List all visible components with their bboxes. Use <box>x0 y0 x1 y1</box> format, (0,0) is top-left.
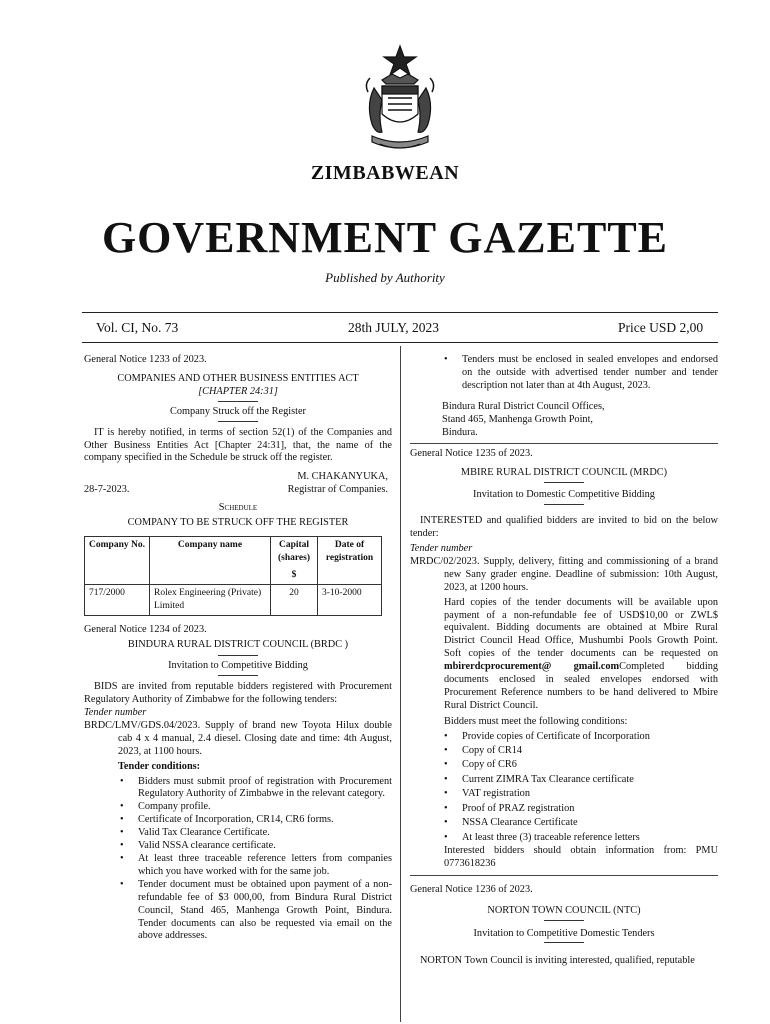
tender-number-label: Tender number <box>84 707 147 719</box>
tender-number-label: Tender number <box>410 542 473 554</box>
header-bottom-rule <box>82 342 718 343</box>
table-cell: 20 <box>271 584 318 615</box>
divider <box>218 675 258 676</box>
tender-conditions-list <box>84 776 392 944</box>
volume-number: Vol. CI, No. 73 <box>96 320 179 335</box>
schedule-title: COMPANY TO BE STRUCK OFF THE REGISTER <box>127 517 349 529</box>
notice-1233-number: General Notice 1233 of 2023. <box>84 354 207 365</box>
notice-1233-date: 28-7-2023. <box>84 484 130 496</box>
table-cell: 717/2000 <box>85 584 150 615</box>
notice-1235-number: General Notice 1235 of 2023. <box>410 448 533 460</box>
list-item: • At least three traceable reference letters from companies which you have worked with for the same job. <box>116 853 392 879</box>
divider <box>544 504 584 505</box>
divider <box>544 942 584 943</box>
table-header: Company No. <box>85 536 150 584</box>
table-cell: Rolex Engineering (Private) Limited <box>150 584 271 615</box>
list-item: • Valid NSSA clearance certificate. <box>116 840 392 853</box>
address-line: Stand 465, Manhenga Growth Point, <box>442 413 594 425</box>
notice-1234-council: BINDURA RURAL DISTRICT COUNCIL (BRDC ) <box>127 639 349 651</box>
issue-date: 28th JULY, 2023 <box>348 320 440 335</box>
list-item: • Proof of PRAZ registration <box>440 802 718 816</box>
notice-1234-tender: BRDC/LMV/GDS.04/2023. Supply of brand new Toyota Hilux double cab 4 x 4 manual, 2.4 diesel. Closing date and time: 4th August, 2023, at 1100 hours. <box>84 719 392 757</box>
notice-separator <box>410 875 718 876</box>
notice-1234-number: General Notice 1234 of 2023. <box>84 623 207 635</box>
address-line: Bindura Rural District Council Offices, <box>442 400 605 412</box>
table-header-row <box>85 536 382 584</box>
notice-1233-act: COMPANIES AND OTHER BUSINESS ENTITIES ACT <box>117 372 359 384</box>
mbire-conditions-heading: Bidders must meet the following conditions: <box>444 715 628 727</box>
notice-1233-body: IT is hereby notified, in terms of section 52(1) of the Companies and Other Business Entities Act [Chapter 24:31], that, the name of the company specified in the Schedule be struck off the register. <box>84 426 392 464</box>
mbire-conditions-list <box>410 730 718 845</box>
notice-1234-invitation: Invitation to Competitive Bidding <box>168 660 308 672</box>
divider <box>218 421 258 422</box>
list-item: • Tender document must be obtained upon payment of a non-refundable fee of $3 000,00, from Bindura Rural District Council, Stand 465, Manhenga Growth Point, Bindura. Tender documents can also be requested via email on the above addresses. <box>116 879 392 944</box>
list-item: • Bidders must submit proof of registration with Procurement Regulatory Authority of Zimbabwe in the relevant category. <box>116 776 392 802</box>
notice-1236-council: NORTON TOWN COUNCIL (NTC) <box>487 904 641 916</box>
issue-price: Price USD 2,00 <box>618 320 704 335</box>
list-item: • Company profile. <box>116 801 392 814</box>
notice-1235-contact: Interested bidders should obtain information from: PMU 0773618236 <box>444 844 718 869</box>
divider <box>544 920 584 921</box>
notice-1234-address <box>410 401 718 440</box>
notice-1233-chapter: [CHAPTER 24:31] <box>198 385 278 397</box>
notice-1233-signoff <box>84 484 392 497</box>
notice-separator <box>410 443 718 444</box>
notice-1236-intro: NORTON Town Council is inviting interested, qualified, reputable <box>420 955 695 967</box>
gazette-title: GOVERNMENT GAZETTE <box>101 213 669 262</box>
list-item: • NSSA Clearance Certificate <box>440 816 718 830</box>
tender-conditions-heading: Tender conditions: <box>118 760 201 772</box>
list-item: • Current ZIMRA Tax Clearance certificate <box>440 773 718 787</box>
table-row <box>85 584 382 615</box>
schedule-table <box>84 536 382 616</box>
notice-1236-invitation: Invitation to Competitive Domestic Tenders <box>473 927 655 939</box>
list-item: • Provide copies of Certificate of Incorporation <box>440 730 718 744</box>
list-item: • Tenders must be enclosed in sealed envelopes and endorsed on the outside with advertised tender number and tender description not later than at 4th August, 2023. <box>440 354 718 393</box>
left-column <box>84 354 392 943</box>
header-top-rule <box>82 312 718 313</box>
table-header: Company name <box>150 536 271 584</box>
tender-conditions-list-continued <box>410 354 718 393</box>
notice-1235-council: MBIRE RURAL DISTRICT COUNCIL (MRDC) <box>460 467 668 479</box>
divider <box>218 655 258 656</box>
list-item: • Copy of CR14 <box>440 744 718 758</box>
coat-of-arms-emblem <box>352 44 448 162</box>
list-item: • Copy of CR6 <box>440 758 718 772</box>
notice-1233-signatory: M. CHAKANYUKA, <box>297 471 388 483</box>
table-cell: 3-10-2000 <box>318 584 382 615</box>
notice-1233-registrar: Registrar of Companies. <box>287 484 388 496</box>
notice-1235-invitation: Invitation to Domestic Competitive Bidding <box>473 489 655 501</box>
procurement-email: mbirerdcprocurement@ gmail.com <box>444 661 620 673</box>
notice-1235-tender: MRDC/02/2023. Supply, delivery, fitting and commissioning of a brand new Sany grader engine. Deadline of submission: 10th August, 2023, at 1200 hours. <box>410 555 718 593</box>
list-item: • At least three (3) traceable reference letters <box>440 831 718 845</box>
divider <box>544 482 584 483</box>
schedule-label: Schedule <box>218 502 258 514</box>
notice-1236-number: General Notice 1236 of 2023. <box>410 883 533 895</box>
table-header: Capital (shares) $ <box>271 536 318 584</box>
notice-1233-heading: Company Struck off the Register <box>170 405 306 417</box>
table-header: Date of registration <box>318 536 382 584</box>
list-item: • Valid Tax Clearance Certificate. <box>116 827 392 840</box>
divider <box>218 401 258 402</box>
published-by: Published by Authority <box>325 270 445 285</box>
notice-1235-intro: INTERESTED and qualified bidders are invited to bid on the below tender: <box>410 515 718 540</box>
list-item: • Certificate of Incorporation, CR14, CR6 forms. <box>116 814 392 827</box>
list-item: • VAT registration <box>440 787 718 801</box>
address-line: Bindura. <box>442 426 478 438</box>
column-divider <box>400 346 401 1022</box>
right-column <box>410 354 718 968</box>
notice-1235-copies: Hard copies of the tender documents will be available upon payment of a non-refundable fee of USD$10,00 or ZWL$ equivalent. Bidding documents are obtained at Mbire Rural District Council Head Office, Mushumbi Pools Growth Point. Soft copies of the tender documents can be requested on mbirerdcprocurement@ gmail.comCompleted bidding documents enclosed in sealed envelopes endorsed with Procurement Reference numbers to be hand delivered to Mbire Rural District Council. <box>444 596 718 711</box>
country-name: ZIMBABWEAN <box>310 162 460 184</box>
notice-1234-intro: BIDS are invited from reputable bidders registered with Procurement Regulatory Authority of Zimbabwe for the following tenders: <box>84 681 392 706</box>
